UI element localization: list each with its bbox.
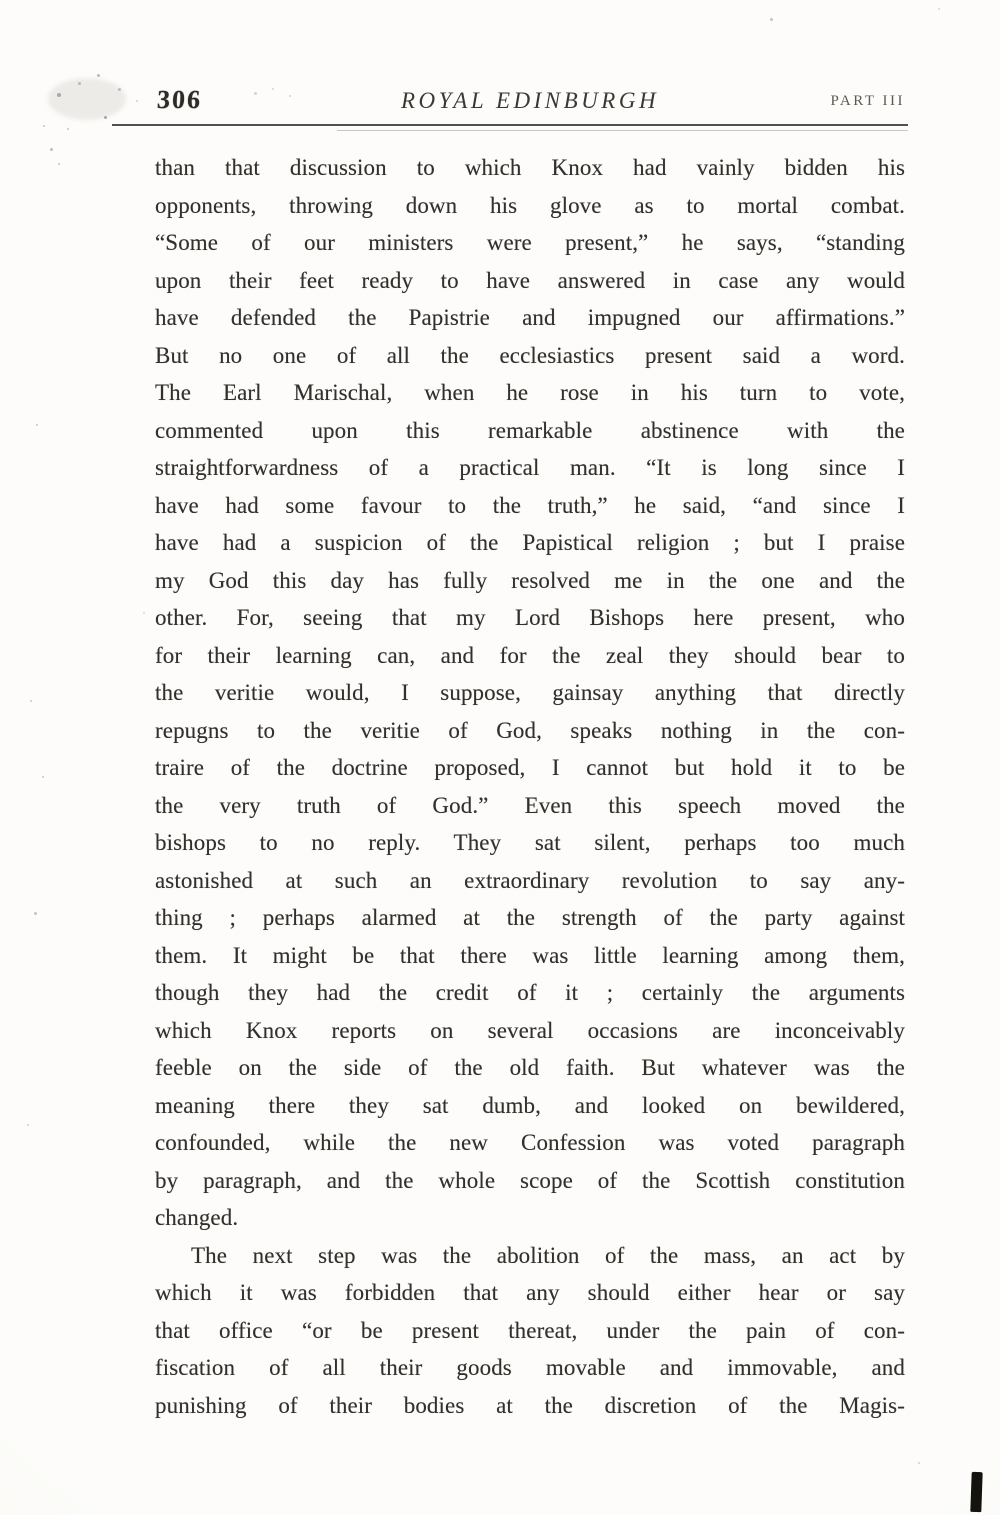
text-line: than that discussion to which Knox had vainly bidden his	[155, 155, 905, 180]
scan-speckle	[42, 776, 44, 778]
text-line: commented upon this remarkable abstinence with the	[155, 417, 905, 443]
scan-speckle	[50, 148, 53, 151]
scan-speckle	[97, 74, 100, 77]
text-line: the veritie would, I suppose, gainsay anything that directly	[155, 680, 905, 705]
scan-speckle	[57, 93, 61, 97]
scan-speckle	[27, 1124, 29, 1126]
text-line: that office “or be present thereat, under the pain of con-	[155, 1317, 905, 1343]
text-line: repugns to the veritie of God, speaks nothing in the con-	[155, 717, 905, 743]
text-line: them. It might be that there was little learning among them,	[155, 942, 905, 968]
part-label: PART III	[830, 93, 905, 109]
running-title: ROYAL EDINBURGH	[400, 88, 660, 113]
text-line: upon their feet ready to have answered in case any would	[155, 267, 905, 293]
scan-speckle	[58, 163, 60, 165]
text-line: But no one of all the ecclesiastics present said a word.	[155, 342, 905, 368]
text-line: traire of the doctrine proposed, I cannot but hold it to be	[155, 755, 905, 780]
text-line: punishing of their bodies at the discretion of the Magis-	[155, 1392, 905, 1418]
text-line: for their learning can, and for the zeal they should bear to	[155, 642, 905, 668]
scan-speckle	[118, 88, 121, 91]
scan-speckle	[136, 100, 138, 102]
text-line: my God this day has fully resolved me in the one and the	[155, 567, 905, 593]
scan-smudge	[48, 78, 126, 120]
scan-speckle	[104, 116, 107, 119]
page-number: 306	[156, 85, 203, 114]
scan-speckle	[78, 82, 81, 85]
text-line: though they had the credit of it ; certainly the arguments	[155, 980, 905, 1005]
text-line: thing ; perhaps alarmed at the strength of the party against	[155, 905, 905, 930]
scan-edge-mark	[970, 1472, 982, 1512]
running-header	[155, 84, 905, 122]
text-line: straightforwardness of a practical man. “It is long since I	[155, 455, 905, 480]
scan-speckle	[143, 612, 145, 614]
text-line: have defended the Papistrie and impugned our affirmations.”	[155, 305, 905, 330]
text-line: bishops to no reply. They sat silent, perhaps too much	[155, 830, 905, 855]
paragraph-1	[155, 149, 905, 1237]
header-rule	[112, 124, 908, 126]
scan-speckle	[918, 1462, 920, 1464]
text-line: fiscation of all their goods movable and immovable, and	[155, 1355, 905, 1380]
text-line: The Earl Marischal, when he rose in his turn to vote,	[155, 380, 905, 405]
text-line: have had a suspicion of the Papistical religion ; but I praise	[155, 530, 905, 555]
text-line: changed.	[155, 1205, 239, 1230]
text-line: astonished at such an extraordinary revolution to say any-	[155, 867, 905, 893]
text-line: the very truth of God.” Even this speech moved the	[155, 792, 905, 818]
text-line: The next step was the abolition of the mass, an act by	[191, 1242, 905, 1268]
scan-speckle	[30, 700, 32, 702]
text-line: feeble on the side of the old faith. But whatever was the	[155, 1055, 905, 1080]
text-line: other. For, seeing that my Lord Bishops here present, who	[155, 605, 905, 630]
text-line: which Knox reports on several occasions are inconceivably	[155, 1017, 905, 1043]
text-line: confounded, while the new Confession was voted paragraph	[155, 1130, 905, 1155]
text-line: have had some favour to the truth,” he said, “and since I	[155, 492, 905, 518]
text-line: meaning there they sat dumb, and looked on bewildered,	[155, 1092, 905, 1118]
scan-speckle	[36, 424, 38, 426]
scan-speckle	[938, 8, 940, 10]
text-line: “Some of our ministers were present,” he says, “standing	[155, 230, 905, 255]
scan-speckle	[34, 912, 37, 915]
text-line: by paragraph, and the whole scope of the Scottish constitution	[155, 1167, 905, 1193]
text-line: which it was forbidden that any should either hear or say	[155, 1280, 905, 1305]
page-body	[155, 149, 905, 1424]
paragraph-2	[155, 1237, 905, 1425]
scan-speckle	[43, 125, 45, 127]
scan-speckle	[67, 128, 69, 130]
text-line: opponents, throwing down his glove as to mortal combat.	[155, 192, 905, 218]
scan-speckle	[770, 18, 773, 21]
